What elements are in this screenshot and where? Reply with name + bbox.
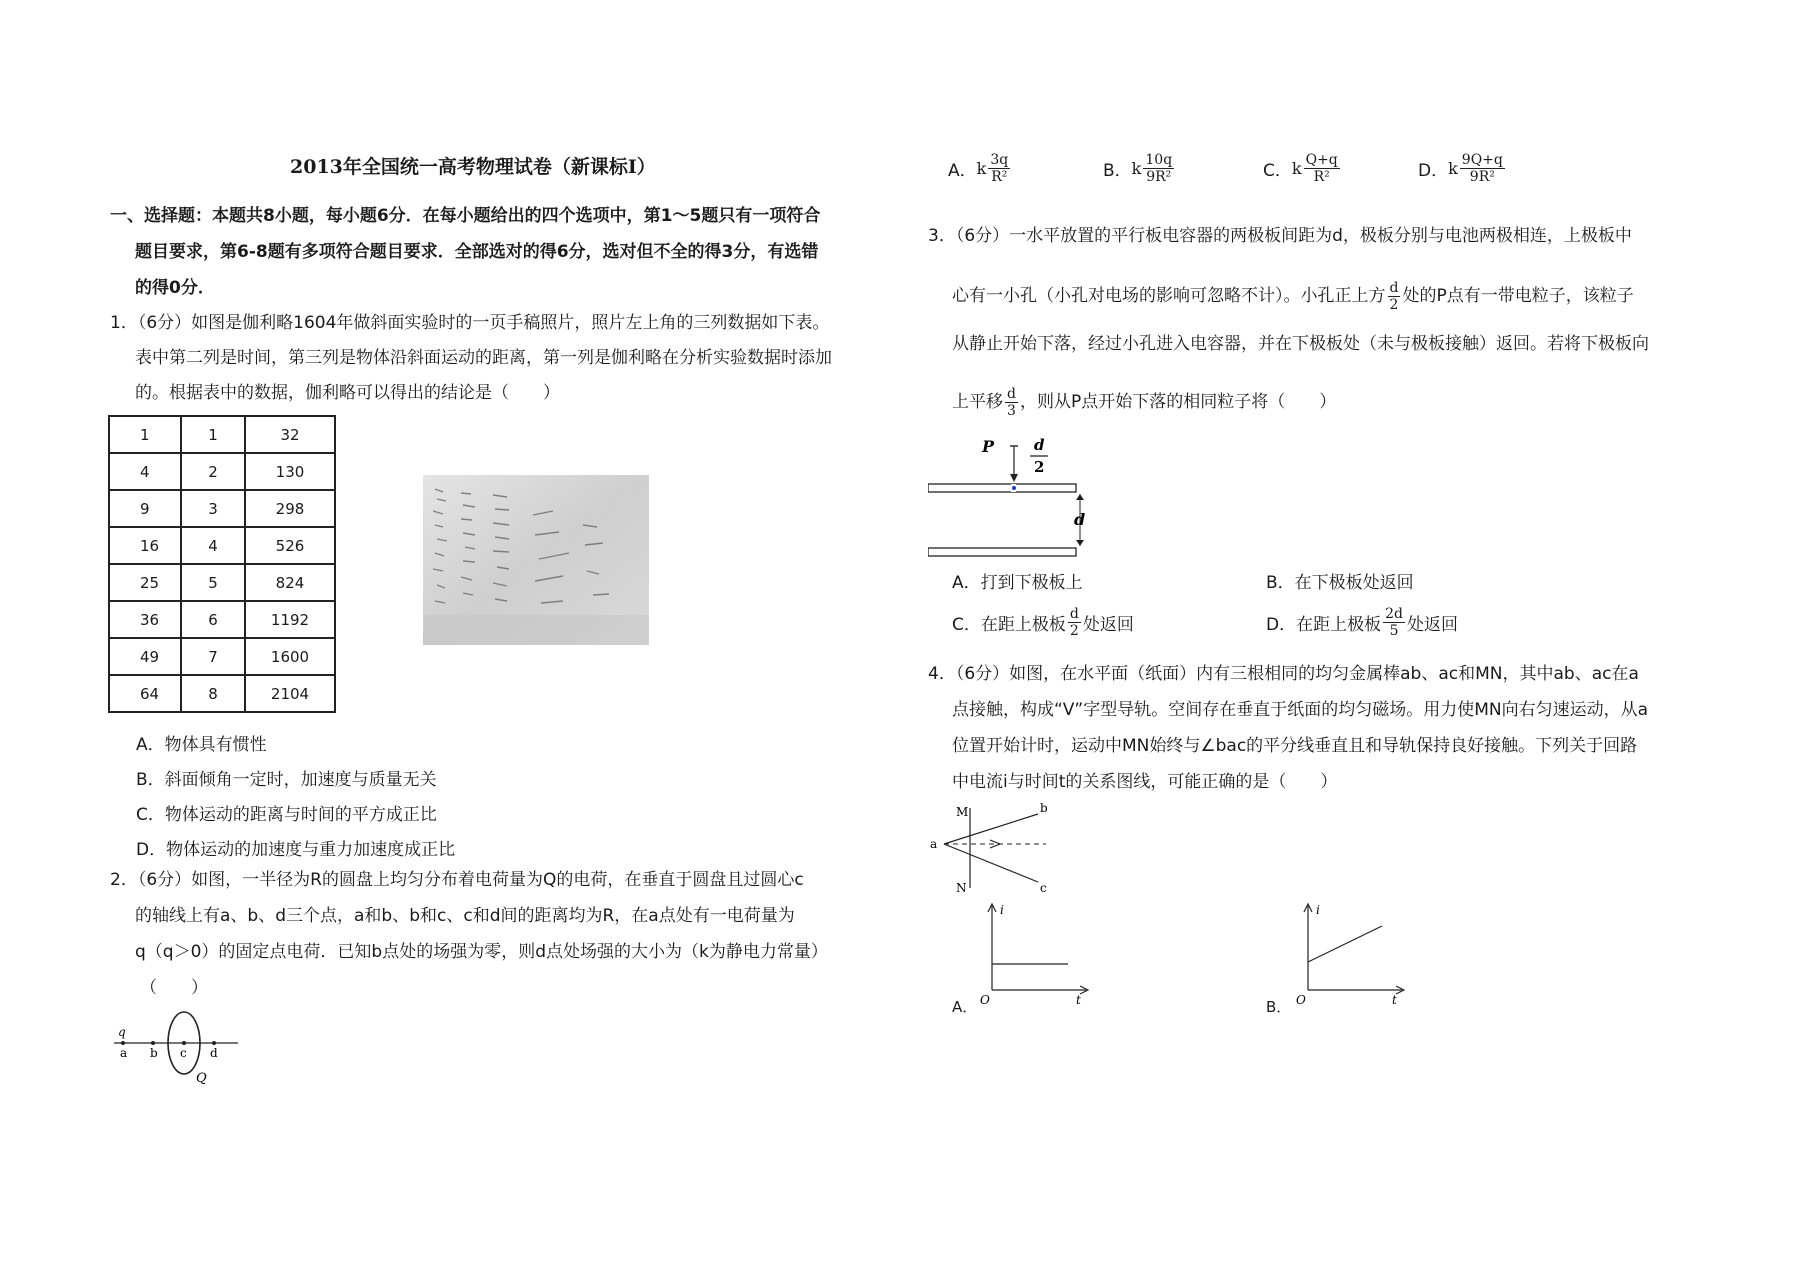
fraction-denominator: R² — [1313, 169, 1330, 185]
table-cell: 9 — [109, 490, 181, 527]
q2-line-1: 2．（6分）如图，一半径为R的圆盘上均匀分布着电荷量为Q的电荷，在垂直于圆盘且过圆心c — [110, 870, 804, 890]
fraction-denominator: 9R² — [1469, 169, 1495, 185]
q3-fig-d-num: d — [1034, 436, 1045, 454]
q4-fig-label-c: c — [1040, 881, 1047, 895]
axis-origin-label: O — [980, 993, 990, 1007]
table-cell: 32 — [245, 416, 335, 453]
q4-graph-b — [1292, 900, 1412, 1010]
table-cell: 3 — [181, 490, 245, 527]
table-cell: 2104 — [245, 675, 335, 712]
fraction-denominator: 5 — [1389, 623, 1399, 639]
q3-capacitor-figure — [928, 432, 1098, 562]
fraction — [1388, 280, 1401, 313]
axis-i-label: i — [1000, 903, 1004, 917]
q1-option-c[interactable]: C．物体运动的距离与时间的平方成正比 — [136, 805, 437, 825]
q4-line-1: 4．（6分）如图，在水平面（纸面）内有三根相同的均匀金属棒ab、ac和MN，其中ab、ac在a — [928, 664, 1639, 684]
table-cell: 8 — [181, 675, 245, 712]
fraction — [988, 152, 1010, 185]
table-cell: 1 — [109, 416, 181, 453]
text-segment: 心有一小孔（小孔对电场的影响可忽略不计）。小孔正上方 — [952, 286, 1386, 306]
table-cell: 25 — [109, 564, 181, 601]
table-row — [109, 453, 335, 490]
table-cell: 16 — [109, 527, 181, 564]
constant-k: k — [1291, 159, 1302, 178]
axis-t-label: t — [1392, 993, 1397, 1007]
fraction — [1460, 152, 1505, 185]
fraction-denominator: 9R² — [1146, 169, 1172, 185]
q4-fig-label-a: a — [930, 837, 938, 851]
axis-origin-label: O — [1296, 993, 1306, 1007]
q3-option-c[interactable] — [952, 606, 1134, 639]
fraction-numerator: 2d — [1385, 606, 1403, 622]
q4-line-4: 中电流i与时间t的关系图线，可能正确的是（ ） — [952, 772, 1338, 792]
fraction-denominator: 2 — [1389, 296, 1399, 313]
fraction-numerator: d — [1389, 279, 1399, 296]
fraction — [1068, 606, 1081, 639]
axis-i-label: i — [1316, 903, 1320, 917]
table-cell: 1192 — [245, 601, 335, 638]
q1-line-2: 表中第二列是时间，第三列是物体沿斜面运动的距离，第一列是伽利略在分析实验数据时添加 — [135, 348, 832, 368]
q2-option-a[interactable] — [948, 152, 1012, 185]
q3-line-1: 3．（6分）一水平放置的平行板电容器的两极板间距为d，极板分别与电池两极相连，上极板中 — [928, 226, 1632, 246]
table-row — [109, 675, 335, 712]
text-segment: ，则从P点开始下落的相同粒子将（ ） — [1019, 392, 1337, 412]
text-segment: 处返回 — [1406, 615, 1458, 635]
q4-option-b[interactable]: B． — [1266, 998, 1292, 1016]
table-cell: 298 — [245, 490, 335, 527]
q1-data-table — [108, 415, 336, 713]
q1-option-d[interactable]: D．物体运动的加速度与重力加速度成正比 — [136, 840, 456, 860]
fraction-numerator: 9Q+q — [1461, 152, 1503, 168]
q3-line-3: 从静止开始下落，经过小孔进入电容器，并在下极板处（未与极板接触）返回。若将下极板向 — [952, 334, 1649, 354]
fraction-numerator: 10q — [1145, 152, 1173, 168]
section-header-line-1: 一、选择题：本题共8小题，每小题6分．在每小题给出的四个选项中，第1～5题只有一项符合 — [110, 206, 821, 226]
table-cell: 526 — [245, 527, 335, 564]
text-segment: 处返回 — [1082, 615, 1134, 635]
table-row — [109, 601, 335, 638]
q3-option-b[interactable]: B．在下极板处返回 — [1266, 573, 1414, 593]
q1-option-b[interactable]: B．斜面倾角一定时，加速度与质量无关 — [136, 770, 437, 790]
q3-fig-d-den: 2 — [1034, 458, 1045, 476]
fraction-denominator: 3 — [1007, 402, 1016, 419]
text-segment: D．在距上极板 — [1266, 615, 1382, 635]
table-row — [109, 527, 335, 564]
table-row — [109, 638, 335, 675]
q4-fig-label-N: N — [956, 881, 967, 895]
q2-fig-label-c: c — [180, 1046, 187, 1060]
table-cell: 4 — [181, 527, 245, 564]
q2-option-d[interactable] — [1418, 152, 1507, 185]
q2-fig-label-q: q — [118, 1025, 126, 1039]
q1-option-a[interactable]: A．物体具有惯性 — [136, 735, 267, 755]
option-label: A． — [948, 161, 977, 181]
table-cell: 824 — [245, 564, 335, 601]
q3-fig-label-d: d — [1074, 510, 1086, 529]
axis-t-label: t — [1076, 993, 1081, 1007]
page-title: 2013年全国统一高考物理试卷（新课标I） — [290, 156, 656, 178]
fraction — [1143, 152, 1174, 185]
q3-line-4 — [952, 384, 1336, 420]
fraction-numerator: d — [1007, 385, 1016, 402]
q2-line-4: （ ） — [140, 978, 208, 998]
fraction — [1383, 606, 1405, 639]
q2-option-b[interactable] — [1103, 152, 1176, 185]
table-row — [109, 416, 335, 453]
q2-fig-label-b: b — [150, 1046, 158, 1060]
q3-line-2 — [952, 278, 1634, 314]
q2-option-c[interactable] — [1263, 152, 1342, 185]
constant-k: k — [1448, 159, 1458, 178]
table-cell: 1600 — [245, 638, 335, 675]
option-label: D． — [1418, 161, 1449, 181]
q2-fig-label-a: a — [120, 1046, 128, 1060]
option-label: C． — [1263, 161, 1292, 181]
table-cell: 36 — [109, 601, 181, 638]
option-label: B． — [1103, 161, 1132, 181]
q2-line-3: q（q＞0）的固定点电荷．已知b点处的场强为零，则d点处场强的大小为（k为静电力常量） — [135, 942, 828, 962]
q4-fig-label-b: b — [1040, 801, 1048, 815]
text-segment: C．在距上极板 — [952, 615, 1066, 635]
section-header-line-3: 的得0分． — [135, 278, 215, 298]
fraction-numerator: 3q — [990, 152, 1009, 168]
q4-option-a[interactable]: A． — [952, 998, 978, 1016]
fraction-numerator: d — [1069, 606, 1079, 622]
q3-option-d[interactable] — [1266, 606, 1458, 639]
q2-line-2: 的轴线上有a、b、d三个点，a和b、b和c、c和d间的距离均为R，在a点处有一电荷量为 — [135, 906, 795, 926]
table-row — [109, 564, 335, 601]
fraction — [1304, 152, 1340, 185]
q3-option-a[interactable]: A．打到下极板上 — [952, 573, 1083, 593]
constant-k: k — [976, 159, 987, 178]
text-segment: 上平移 — [952, 392, 1003, 412]
table-row — [109, 490, 335, 527]
fraction-denominator: R² — [991, 169, 1008, 185]
table-cell: 6 — [181, 601, 245, 638]
table-cell: 1 — [181, 416, 245, 453]
q1-line-3: 的。根据表中的数据，伽利略可以得出的结论是（ ） — [135, 383, 560, 403]
q4-v-rail-figure — [928, 800, 1058, 896]
table-cell: 2 — [181, 453, 245, 490]
manuscript-photo — [423, 475, 649, 645]
table-cell: 130 — [245, 453, 335, 490]
q4-fig-label-M: M — [956, 805, 969, 819]
q3-fig-label-P: P — [982, 437, 995, 456]
section-header-line-2: 题目要求，第6-8题有多项符合题目要求．全部选对的得6分，选对但不全的得3分，有选错 — [135, 242, 819, 262]
q4-line-3: 位置开始计时，运动中MN始终与∠bac的平分线垂直且和导轨保持良好接触。下列关于回路 — [952, 736, 1638, 756]
q4-line-2: 点接触，构成“V”字型导轨。空间存在垂直于纸面的均匀磁场。用力使MN向右匀速运动，从a — [952, 700, 1649, 720]
fraction — [1005, 386, 1018, 419]
table-cell: 49 — [109, 638, 181, 675]
text-segment: 处的P点有一带电粒子，该粒子 — [1402, 286, 1634, 306]
fraction-denominator: 2 — [1069, 623, 1079, 639]
table-cell: 4 — [109, 453, 181, 490]
table-cell: 64 — [109, 675, 181, 712]
table-cell: 5 — [181, 564, 245, 601]
constant-k: k — [1131, 159, 1142, 178]
q2-fig-label-Q: Q — [196, 1071, 207, 1085]
table-cell: 7 — [181, 638, 245, 675]
q2-disk-figure — [110, 1010, 250, 1085]
q4-graph-a — [976, 900, 1096, 1010]
q1-line-1: 1．（6分）如图是伽利略1604年做斜面实验时的一页手稿照片，照片左上角的三列数据如下表。 — [110, 313, 830, 333]
q2-fig-label-d: d — [210, 1046, 218, 1060]
fraction-numerator: Q+q — [1305, 152, 1338, 168]
